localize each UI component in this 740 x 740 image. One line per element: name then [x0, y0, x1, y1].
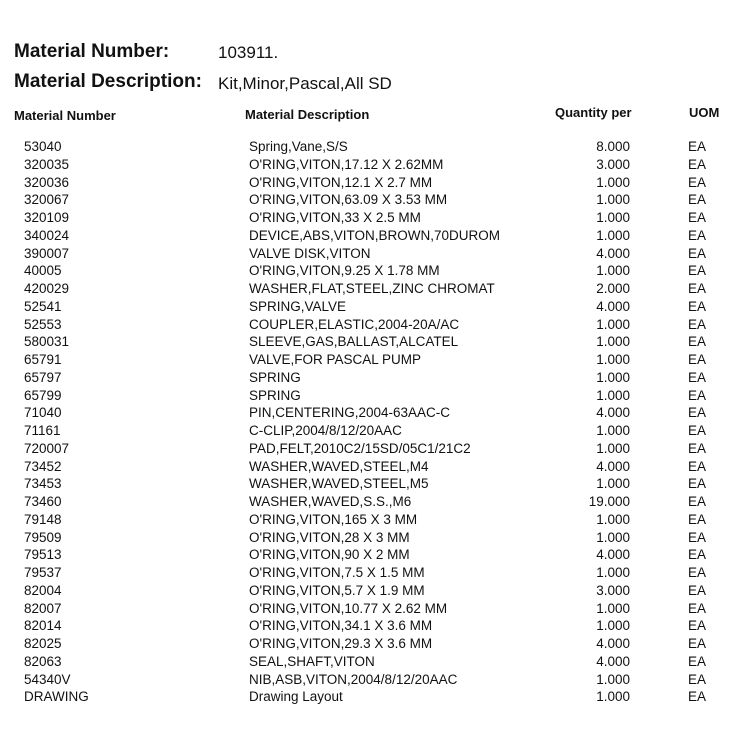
quantity-cell: 4.000 — [596, 653, 630, 669]
quantity-cell: 1.000 — [596, 476, 630, 492]
quantity-cell: 1.000 — [596, 689, 630, 705]
material-description-cell: WASHER,WAVED,STEEL,M4 — [249, 458, 429, 474]
material-description-label: Material Description: — [14, 71, 202, 92]
material-number-cell: 82063 — [24, 653, 62, 669]
material-description-cell: WASHER,WAVED,STEEL,M5 — [249, 476, 429, 492]
quantity-cell: 4.000 — [596, 458, 630, 474]
table-row — [0, 618, 740, 636]
material-description-cell: O'RING,VITON,28 X 3 MM — [249, 529, 410, 545]
uom-cell: EA — [688, 369, 707, 385]
table-row — [0, 459, 740, 477]
quantity-cell: 19.000 — [588, 494, 630, 509]
material-description-cell: SEAL,SHAFT,VITON — [249, 653, 375, 669]
table-row — [0, 370, 740, 388]
table-row — [0, 352, 740, 370]
table-row — [0, 689, 740, 707]
column-header-material-number: Material Number — [14, 108, 116, 123]
material-description-value: Kit,Minor,Pascal,All SD — [218, 74, 392, 93]
material-description-cell: O'RING,VITON,7.5 X 1.5 MM — [249, 565, 425, 580]
material-number-cell: 71161 — [24, 423, 61, 438]
quantity-cell: 3.000 — [596, 156, 630, 172]
uom-cell: EA — [688, 245, 707, 261]
uom-cell: EA — [688, 440, 707, 456]
material-description-cell: VALVE,FOR PASCAL PUMP — [249, 352, 422, 367]
uom-cell: EA — [688, 227, 707, 243]
material-description-cell: O'RING,VITON,165 X 3 MM — [249, 511, 418, 527]
table-row — [0, 654, 740, 672]
material-number-cell: 73452 — [24, 458, 62, 474]
material-description-cell: O'RING,VITON,29.3 X 3.6 MM — [249, 636, 433, 651]
material-description-cell: DEVICE,ABS,VITON,BROWN,70DUROM — [249, 227, 501, 243]
material-number-cell: 82025 — [24, 636, 62, 651]
table-row — [0, 263, 740, 281]
table-row — [0, 157, 740, 175]
quantity-cell: 3.000 — [596, 582, 630, 598]
material-number-cell: 320067 — [24, 192, 70, 208]
quantity-cell: 1.000 — [596, 210, 630, 225]
uom-cell: EA — [688, 156, 707, 172]
column-header-quantity-per: Quantity per — [555, 105, 632, 120]
table-row — [0, 583, 740, 601]
material-number-cell: 320035 — [24, 156, 70, 172]
uom-cell: EA — [688, 600, 707, 616]
material-description-cell: O'RING,VITON,63.09 X 3.53 MM — [249, 192, 448, 208]
uom-cell: EA — [688, 405, 707, 421]
quantity-cell: 1.000 — [596, 671, 630, 687]
material-number-cell: 580031 — [24, 334, 70, 350]
quantity-cell: 1.000 — [596, 565, 630, 580]
quantity-cell: 1.000 — [596, 529, 630, 545]
table-row — [0, 405, 740, 423]
table-row — [0, 139, 740, 157]
material-number-cell: 52553 — [24, 316, 62, 332]
table-row — [0, 601, 740, 619]
material-table-body — [0, 139, 740, 707]
uom-cell: EA — [688, 565, 707, 580]
uom-cell: EA — [688, 636, 707, 651]
material-description-cell: SPRING,VALVE — [249, 298, 347, 314]
uom-cell: EA — [688, 671, 707, 687]
material-number-value: 103911. — [218, 43, 279, 62]
material-description-cell: O'RING,VITON,10.77 X 2.62 MM — [249, 600, 448, 616]
uom-cell: EA — [688, 494, 707, 509]
material-description-cell: O'RING,VITON,9.25 X 1.78 MM — [249, 263, 440, 279]
uom-cell: EA — [688, 423, 707, 438]
material-number-cell: 65797 — [24, 369, 62, 385]
material-description-cell: O'RING,VITON,5.7 X 1.9 MM — [249, 582, 425, 598]
quantity-cell: 1.000 — [596, 316, 630, 332]
quantity-cell: 4.000 — [596, 636, 630, 651]
table-row — [0, 565, 740, 583]
material-number-cell: 340024 — [24, 227, 70, 243]
quantity-cell: 1.000 — [596, 600, 630, 616]
material-number-cell: 73460 — [24, 494, 62, 509]
uom-cell: EA — [688, 316, 707, 332]
material-number-cell: 52541 — [24, 298, 62, 314]
quantity-cell: 1.000 — [596, 387, 630, 403]
uom-cell: EA — [688, 352, 707, 367]
quantity-cell: 1.000 — [596, 263, 630, 279]
uom-cell: EA — [688, 618, 707, 634]
table-row — [0, 192, 740, 210]
material-description-cell: Drawing Layout — [249, 689, 343, 705]
quantity-cell: 1.000 — [596, 369, 630, 385]
material-number-cell: 54340V — [24, 671, 71, 687]
quantity-cell: 1.000 — [596, 511, 630, 527]
quantity-cell: 4.000 — [596, 245, 630, 261]
material-number-cell: 320109 — [24, 210, 70, 225]
table-row — [0, 476, 740, 494]
quantity-cell: 1.000 — [596, 618, 630, 634]
table-row — [0, 512, 740, 530]
table-row — [0, 228, 740, 246]
uom-cell: EA — [688, 511, 707, 527]
material-number-cell: 320036 — [24, 174, 70, 190]
material-number-line — [14, 41, 279, 63]
quantity-cell: 1.000 — [596, 227, 630, 243]
table-row — [0, 388, 740, 406]
uom-cell: EA — [688, 387, 707, 403]
uom-cell: EA — [688, 582, 707, 598]
quantity-cell: 1.000 — [596, 174, 630, 190]
table-row — [0, 317, 740, 335]
quantity-cell: 8.000 — [596, 139, 630, 154]
material-number-cell: 79537 — [24, 565, 62, 580]
quantity-cell: 1.000 — [596, 192, 630, 208]
table-row — [0, 494, 740, 512]
material-number-cell: 82004 — [24, 582, 62, 598]
material-description-cell: VALVE DISK,VITON — [249, 245, 371, 261]
material-description-cell: O'RING,VITON,33 X 2.5 MM — [249, 210, 421, 225]
material-description-cell: PIN,CENTERING,2004-63AAC-C — [249, 405, 451, 421]
table-row — [0, 547, 740, 565]
uom-cell: EA — [688, 263, 707, 279]
uom-cell: EA — [688, 547, 707, 563]
table-row — [0, 299, 740, 317]
column-header-material-description: Material Description — [245, 107, 370, 122]
material-description-cell: NIB,ASB,VITON,2004/8/12/20AAC — [249, 671, 458, 687]
material-number-cell: 720007 — [24, 440, 70, 456]
quantity-cell: 1.000 — [596, 334, 630, 350]
material-number-cell: 73453 — [24, 476, 62, 492]
quantity-cell: 4.000 — [596, 547, 630, 563]
uom-cell: EA — [688, 476, 707, 492]
quantity-cell: 4.000 — [596, 405, 630, 421]
uom-cell: EA — [688, 334, 707, 350]
quantity-cell: 1.000 — [596, 352, 630, 367]
material-number-cell: DRAWING — [24, 689, 89, 705]
material-number-cell: 65791 — [24, 352, 62, 367]
material-description-line — [14, 71, 392, 93]
material-number-cell: 420029 — [24, 281, 70, 296]
material-description-cell: C-CLIP,2004/8/12/20AAC — [249, 423, 402, 438]
uom-cell: EA — [688, 174, 707, 190]
material-description-cell: O'RING,VITON,12.1 X 2.7 MM — [249, 174, 433, 190]
uom-cell: EA — [688, 458, 707, 474]
quantity-cell: 2.000 — [596, 281, 630, 296]
uom-cell: EA — [688, 210, 707, 225]
material-description-cell: O'RING,VITON,34.1 X 3.6 MM — [249, 618, 433, 634]
table-row — [0, 210, 740, 228]
quantity-cell: 1.000 — [596, 423, 630, 438]
table-row — [0, 175, 740, 193]
table-row — [0, 281, 740, 299]
quantity-cell: 1.000 — [596, 440, 630, 456]
material-number-cell: 79148 — [24, 511, 62, 527]
uom-cell: EA — [688, 653, 707, 669]
material-number-cell: 82007 — [24, 600, 62, 616]
uom-cell: EA — [688, 139, 707, 154]
quantity-cell: 4.000 — [596, 298, 630, 314]
table-row — [0, 334, 740, 352]
uom-cell: EA — [688, 689, 707, 705]
material-number-cell: 79513 — [24, 547, 62, 563]
table-row — [0, 441, 740, 459]
material-description-cell: SPRING — [249, 387, 301, 403]
material-description-cell: COUPLER,ELASTIC,2004-20A/AC — [249, 316, 460, 332]
material-number-cell: 82014 — [24, 618, 62, 634]
material-description-cell: PAD,FELT,2010C2/15SD/05C1/21C2 — [249, 440, 471, 456]
material-description-cell: WASHER,WAVED,S.S.,M6 — [249, 494, 412, 509]
material-description-cell: SLEEVE,GAS,BALLAST,ALCATEL — [249, 334, 459, 350]
material-description-cell: Spring,Vane,S/S — [249, 139, 348, 154]
table-row — [0, 672, 740, 690]
material-description-cell: O'RING,VITON,90 X 2 MM — [249, 547, 410, 563]
column-header-uom: UOM — [689, 105, 720, 120]
uom-cell: EA — [688, 298, 707, 314]
uom-cell: EA — [688, 529, 707, 545]
material-number-cell: 71040 — [24, 405, 62, 421]
table-row — [0, 246, 740, 264]
material-number-cell: 40005 — [24, 263, 62, 279]
material-description-cell: O'RING,VITON,17.12 X 2.62MM — [249, 156, 444, 172]
material-number-label: Material Number: — [14, 41, 170, 62]
uom-cell: EA — [688, 192, 707, 208]
material-description-cell: SPRING — [249, 369, 301, 385]
uom-cell: EA — [688, 281, 707, 296]
material-number-cell: 79509 — [24, 529, 62, 545]
table-row — [0, 423, 740, 441]
material-number-cell: 65799 — [24, 387, 62, 403]
material-number-cell: 390007 — [24, 245, 70, 261]
material-number-cell: 53040 — [24, 139, 62, 154]
material-description-cell: WASHER,FLAT,STEEL,ZINC CHROMAT — [249, 281, 495, 296]
table-row — [0, 530, 740, 548]
table-row — [0, 636, 740, 654]
